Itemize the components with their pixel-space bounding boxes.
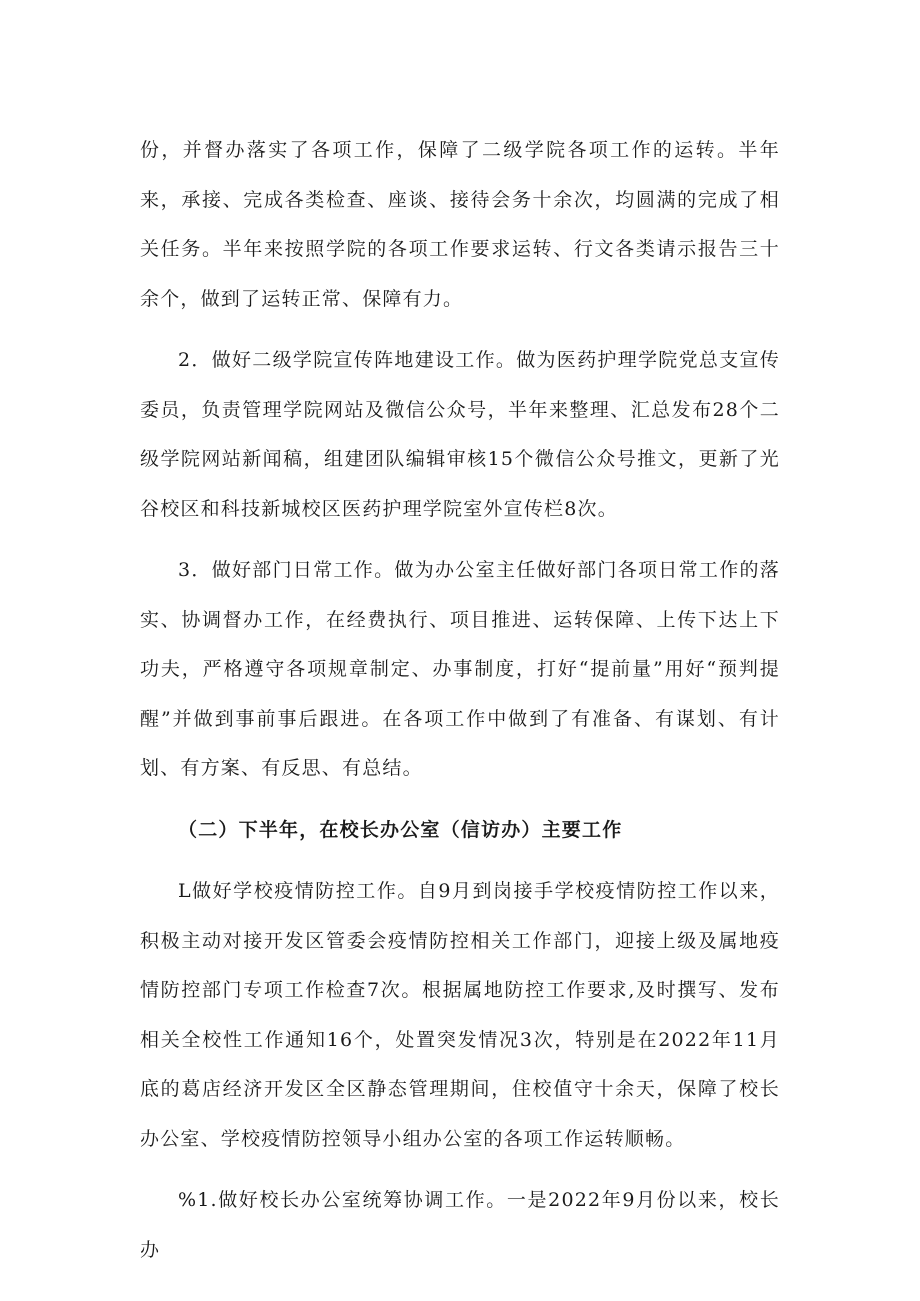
paragraph-4-epidemic-control: L做好学校疫情防控工作。自9月到岗接手学校疫情防控工作以来，积极主动对接开发区管委会疫情防控相关工作部门，迎接上级及属地疫情防控部门专项工作检查7次。根据属地防控工作要求,及时撰写、发布相关全校性工作通知16个，处置突发情况3次，特别是在2022年11月底的葛店经济开发区全区静态管理期间，住校值守十余天，保障了校长办公室、学校疫情防控领导小组办公室的各项工作运转顺畅。 xyxy=(140,880,780,1150)
paragraph-2-publicity-work: 2．做好二级学院宣传阵地建设工作。做为医药护理学院党总支宣传委员，负责管理学院网站及微信公众号，半年来整理、汇总发布28个二级学院网站新闻稿，组建团队编辑审核15个微信公众号推文，更新了光谷校区和科技新城校区医药护理学院室外宣传栏8次。 xyxy=(140,349,780,520)
paragraph-5-coordination: %1.做好校长办公室统筹协调工作。一是2022年9月份以来，校长办 xyxy=(140,1189,780,1261)
section-heading-second-half: （二）下半年，在校长办公室（信访办）主要工作 xyxy=(178,818,623,841)
document-body xyxy=(140,126,780,1287)
paragraph-1-continuation: 份，并督办落实了各项工作，保障了二级学院各项工作的运转。半年来，承接、完成各类检查、座谈、接待会务十余次，均圆满的完成了相关任务。半年来按照学院的各项工作要求运转、行文各类请示报告三十余个，做到了运转正常、保障有力。 xyxy=(140,139,780,310)
paragraph-3-daily-work: 3．做好部门日常工作。做为办公室主任做好部门各项日常工作的落实、协调督办工作，在经费执行、项目推进、运转保障、上传下达上下功夫，严格遵守各项规章制定、办事制度，打好“提前量”用好“预判提醒”并做到事前事后跟进。在各项工作中做到了有准备、有谋划、有计划、有方案、有反思、有总结。 xyxy=(140,559,780,779)
